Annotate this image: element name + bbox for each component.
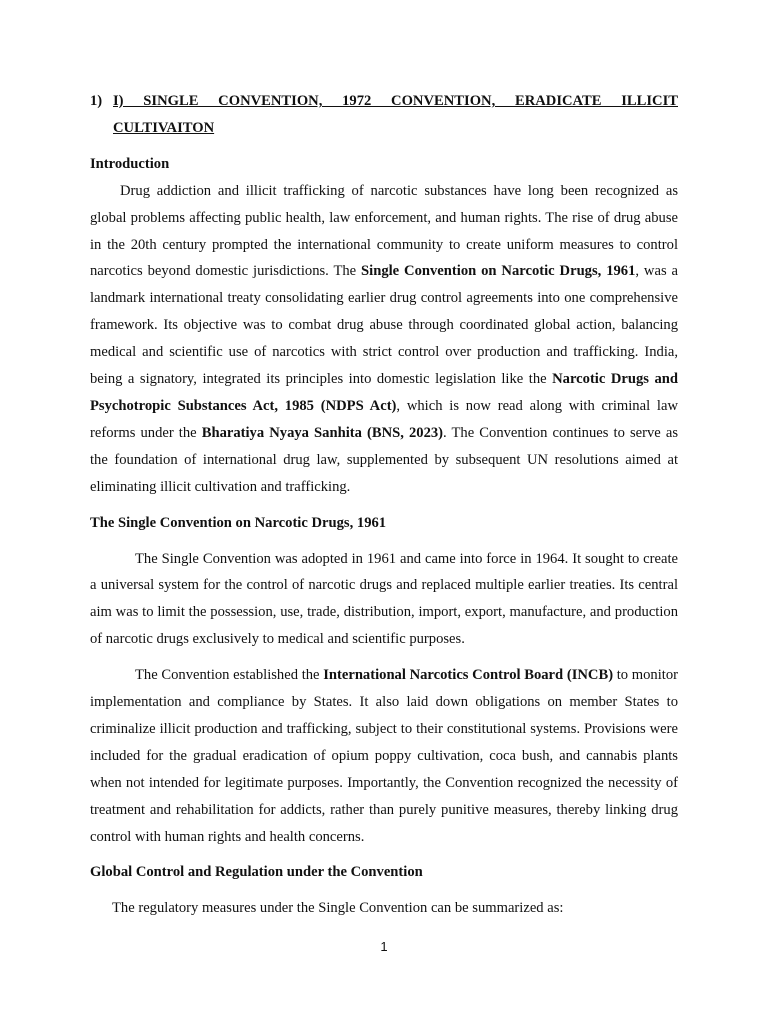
intro-bold-single-convention: Single Convention on Narcotic Drugs, 1961 xyxy=(361,263,636,280)
global-control-paragraph: The regulatory measures under the Single Convention can be summarized as: xyxy=(112,900,564,917)
intro-text-4: . The Convention continues to serve as the foundation of international drug law, supplemented by subsequent UN resolutions aimed at eliminating illicit cultivation and trafficking. xyxy=(90,424,678,495)
intro-text-3: , which is now read along with criminal law reforms under the xyxy=(90,397,678,441)
heading-number: 1) xyxy=(90,93,103,109)
sc-bold-incb: International Narcotics Control Board (INCB) xyxy=(323,667,614,684)
single-convention-paragraph-1: The Single Convention was adopted in 1961 and came into force in 1964. It sought to create a universal system for the control of narcotic drugs and replaced multiple earlier treaties. Its central aim was to limit the possession, use, trade, distribution, import, export, manufacture, and production of narcotic drugs exclusively to medical and scientific purposes. xyxy=(90,550,678,648)
intro-bold-bns: Bharatiya Nyaya Sanhita (BNS, 2023) xyxy=(201,424,444,441)
introduction-paragraph xyxy=(90,178,678,501)
intro-text-1: Drug addiction and illicit trafficking of narcotic substances have long been recognized as global problems affecting public health, law enforcement, and human rights. The rise of drug abuse in the 20th century prompted the international community to create uniform measures to control narcotics beyond domestic jurisdictions. The xyxy=(90,182,678,280)
intro-text-2: , was a landmark international treaty consolidating earlier drug control agreements into one comprehensive framework. Its objective was to combat drug abuse through coordinated global action, balancing medical and scientific use of narcotics with strict control over production and trafficking. India, being a signatory, integrated its principles into domestic legislation like the xyxy=(90,263,679,388)
single-convention-title: The Single Convention on Narcotic Drugs, 1961 xyxy=(90,514,387,531)
intro-bold-ndps-act: Narcotic Drugs and Psychotropic Substances Act, 1985 (NDPS Act) xyxy=(90,371,678,414)
sc-text-1: The Convention established the xyxy=(135,667,324,684)
global-control-title: Global Control and Regulation under the Convention xyxy=(90,864,423,881)
document-body xyxy=(90,88,678,922)
single-convention-paragraph-2 xyxy=(90,662,678,850)
sc-text-2: to monitor implementation and compliance by States. It also laid down obligations on member States to criminalize illicit production and trafficking, subject to their constitutional systems. Provisions were included for the gradual eradication of opium poppy cultivation, coca bush, and cannabis plants when not intended for legitimate purposes. Importantly, the Convention recognized the necessity of treatment and rehabilitation for addicts, rather than purely punitive measures, thereby linking drug control with human rights and health concerns. xyxy=(90,667,678,845)
introduction-title: Introduction xyxy=(90,155,170,172)
page-number: 1 xyxy=(380,939,388,954)
main-heading xyxy=(90,88,678,142)
heading-text: I) SINGLE CONVENTION, 1972 CONVENTION, ERADICATE ILLICIT CULTIVAITON xyxy=(113,93,678,136)
